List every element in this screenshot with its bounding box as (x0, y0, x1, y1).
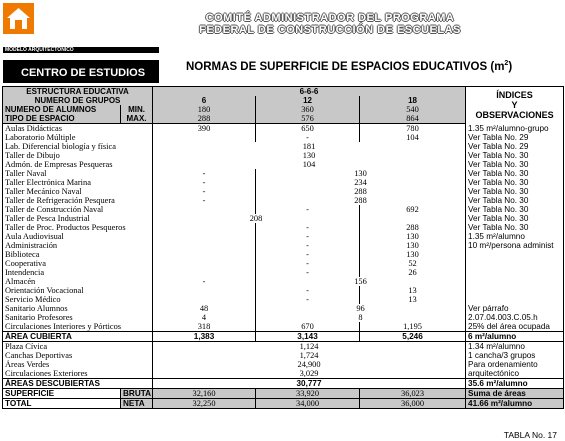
observation: 6 m²/alumno (466, 332, 564, 342)
area-value (153, 232, 256, 241)
space-name: Aula Audiovisual (3, 232, 153, 241)
table-row (3, 268, 564, 277)
table-row (3, 124, 564, 134)
observation: Para ordenamiento (466, 360, 564, 369)
header-line-2: FEDERAL DE CONSTRUCCIÓN DE ESCUELAS (199, 24, 461, 36)
observation: 10 m²/persona administ (466, 241, 564, 250)
table-row (3, 295, 564, 304)
summary-value: 34,000 (256, 399, 360, 409)
area-value (153, 241, 256, 250)
area-value: 234 (256, 178, 466, 187)
observation (466, 286, 564, 295)
space-name: Taller Electrónica Marina (3, 178, 153, 187)
area-value: - (256, 259, 360, 268)
table-row (3, 332, 564, 342)
space-name: Taller Mecánico Naval (3, 187, 153, 196)
space-name: Admón. de Empresas Pesqueras (3, 160, 153, 169)
observation: Ver párrafo (466, 304, 564, 313)
table-row (3, 151, 564, 160)
area-value: 130 (360, 241, 466, 250)
observation: Ver Tabla No. 30 (466, 223, 564, 232)
grupos-value: 18 (360, 96, 466, 105)
area-value: 30,777 (153, 379, 466, 389)
summary-value: 36,023 (360, 389, 466, 399)
table-row (3, 87, 564, 97)
space-name: Áreas Verdes (3, 360, 153, 369)
area-value: - (256, 241, 360, 250)
summary-observation: Suma de áreas (466, 389, 564, 399)
indices-header: ÍNDICES Y OBSERVACIONES (466, 87, 564, 124)
min-label: MIN. (121, 105, 153, 114)
summary-observation: 41.66 m²/alumno (466, 399, 564, 409)
table-row (3, 342, 564, 352)
area-value: 13 (360, 286, 466, 295)
observation (466, 277, 564, 286)
observation (466, 295, 564, 304)
area-value: 780 (360, 124, 466, 134)
page-title: NORMAS DE SUPERFICIE DE ESPACIOS EDUCATIVOS $(m^2)$ (186, 60, 513, 73)
table-row (3, 205, 564, 214)
area-value: 156 (256, 277, 466, 286)
observation (466, 259, 564, 268)
min-value: 180 (153, 105, 256, 114)
table-row (3, 142, 564, 151)
min-value: 360 (256, 105, 360, 114)
area-value: 288 (256, 196, 466, 205)
area-value: 130 (360, 250, 466, 259)
table-row (3, 133, 564, 142)
area-value (153, 259, 256, 268)
summary-label: SUPERFICIE (3, 389, 121, 399)
area-value: - (153, 277, 256, 286)
table-row (3, 178, 564, 187)
area-value: 288 (360, 223, 466, 232)
table-number: TABLA No. 17 (503, 430, 557, 440)
estructura-value: 6-6-6 (153, 87, 466, 97)
space-name: Administración (3, 241, 153, 250)
table-row (3, 196, 564, 205)
area-value: 208 (153, 214, 360, 223)
area-value: 48 (153, 304, 256, 313)
alumnos-label: NUMERO DE ALUMNOS (3, 105, 121, 114)
area-value: 24,900 (153, 360, 466, 369)
grupos-value: 6 (153, 96, 256, 105)
table-row (3, 351, 564, 360)
table-row (3, 169, 564, 178)
area-value: - (153, 187, 256, 196)
observation (466, 250, 564, 259)
table-row (3, 160, 564, 169)
space-name: Aulas Didácticas (3, 124, 153, 134)
table-row (3, 187, 564, 196)
space-name: Intendencia (3, 268, 153, 277)
summary-value: 33,920 (256, 389, 360, 399)
area-value: 26 (360, 268, 466, 277)
space-name: Taller de Dibujo (3, 151, 153, 160)
space-name: Circulaciones Exteriores (3, 369, 153, 379)
area-value: 5,246 (360, 332, 466, 342)
observation: Ver Tabla No. 30 (466, 187, 564, 196)
table-row (3, 369, 564, 379)
space-name: Servicio Médico (3, 295, 153, 304)
area-value: 130 (153, 151, 466, 160)
observation: Ver Tabla No. 30 (466, 160, 564, 169)
area-value: - (256, 232, 360, 241)
space-name: Taller de Construcción Naval (3, 205, 153, 214)
observation: 2.07.04.003.C.05.h (466, 313, 564, 322)
table-row (3, 304, 564, 313)
space-name: Canchas Deportivas (3, 351, 153, 360)
area-value: 1,724 (153, 351, 466, 360)
space-name: Taller de Pesca Industrial (3, 214, 153, 223)
area-value: 1,195 (360, 322, 466, 332)
area-value: 650 (256, 124, 360, 134)
area-value: 130 (360, 232, 466, 241)
space-name: ÁREAS DESCUBIERTAS (3, 379, 153, 389)
space-name: Cooperativa (3, 259, 153, 268)
summary-sub: NETA (121, 399, 153, 409)
table-row (3, 313, 564, 322)
table-row (3, 250, 564, 259)
observation: 1.35 m²/alumno (466, 232, 564, 241)
observation: Ver Tabla No. 30 (466, 151, 564, 160)
observation: Ver Tabla No. 29 (466, 142, 564, 151)
area-value: - (256, 133, 360, 142)
observation: Ver Tabla No. 30 (466, 205, 564, 214)
observation (466, 268, 564, 277)
summary-sub: BRUTA (121, 389, 153, 399)
house-logo-icon (3, 3, 34, 34)
table-row (3, 286, 564, 295)
observation: Ver Tabla No. 30 (466, 214, 564, 223)
min-value: 540 (360, 105, 466, 114)
observation: Ver Tabla No. 30 (466, 196, 564, 205)
header-line-1: COMITÉ ADMINISTRADOR DEL PROGRAMA (205, 12, 455, 24)
space-name: Biblioteca (3, 250, 153, 259)
area-value: 3,029 (153, 369, 466, 379)
space-name: Laboratorio Múltiple (3, 133, 153, 142)
area-value: 52 (360, 259, 466, 268)
model-name: CENTRO DE ESTUDIOS (3, 60, 159, 83)
observation: Ver Tabla No. 30 (466, 169, 564, 178)
area-value: 13 (360, 295, 466, 304)
space-name: ÁREA CUBIERTA (3, 332, 153, 342)
table-row (3, 259, 564, 268)
observation: 1 cancha/3 grupos (466, 351, 564, 360)
max-value: 576 (256, 114, 360, 124)
table-row (3, 399, 564, 409)
observation: 35.6 m²/alumno (466, 379, 564, 389)
table-row (3, 322, 564, 332)
max-value: 864 (360, 114, 466, 124)
table-row (3, 241, 564, 250)
area-value: 181 (153, 142, 466, 151)
table-row (3, 232, 564, 241)
area-value: 4 (153, 313, 256, 322)
area-value: - (256, 286, 360, 295)
summary-label: TOTAL (3, 399, 121, 409)
area-value: 1,124 (153, 342, 466, 352)
summary-value: 32,250 (153, 399, 256, 409)
area-value: 692 (360, 205, 466, 214)
table-row (3, 223, 564, 232)
area-value (153, 295, 256, 304)
observation: Ver Tabla No. 30 (466, 178, 564, 187)
area-value: - (256, 250, 360, 259)
space-name: Orientación Vocacional (3, 286, 153, 295)
space-name: Circulaciones Interiores y Pórticos (3, 322, 153, 332)
summary-value: 36,000 (360, 399, 466, 409)
table-row (3, 389, 564, 399)
estructura-label: ESTRUCTURA EDUCATIVA (3, 87, 153, 97)
space-name: Taller Naval (3, 169, 153, 178)
grupos-value: 12 (256, 96, 360, 105)
table-row (3, 360, 564, 369)
area-value (153, 250, 256, 259)
area-value: 670 (256, 322, 360, 332)
observation: 1.34 m²/alumno (466, 342, 564, 352)
summary-value: 32,160 (153, 389, 256, 399)
area-value (153, 286, 256, 295)
area-value: 390 (153, 124, 256, 134)
table-row (3, 379, 564, 389)
area-value: 130 (256, 169, 466, 178)
space-name: Plaza Cívica (3, 342, 153, 352)
area-value: - (153, 169, 256, 178)
area-value: 104 (360, 133, 466, 142)
table-row (3, 277, 564, 286)
area-value: 104 (153, 160, 466, 169)
surface-norms-table (2, 86, 564, 409)
area-value (153, 205, 256, 214)
grupos-label: NUMERO DE GRUPOS (3, 96, 153, 105)
area-value: 288 (256, 187, 466, 196)
area-value: - (153, 196, 256, 205)
area-value: 8 (256, 313, 466, 322)
space-name: Almacén (3, 277, 153, 286)
area-value: - (256, 205, 360, 214)
max-label: MAX. (121, 114, 153, 124)
tipo-label: TIPO DE ESPACIO (3, 114, 121, 124)
space-name: Taller de Proc. Productos Pesqueros (3, 223, 153, 232)
area-value (153, 133, 256, 142)
area-value: - (256, 295, 360, 304)
space-name: Taller de Refrigeración Pesquera (3, 196, 153, 205)
observation: 1.35 m²/alumno-grupo (466, 124, 564, 134)
area-value: 1,383 (153, 332, 256, 342)
observation: arquitectónico (466, 369, 564, 379)
observation: 25% del área ocupada (466, 322, 564, 332)
area-value: 96 (256, 304, 466, 313)
area-value: - (256, 223, 360, 232)
table-row (3, 214, 564, 223)
area-value (153, 223, 256, 232)
max-value: 288 (153, 114, 256, 124)
space-name: Sanitario Profesores (3, 313, 153, 322)
model-label: MODELO ARQUITECTÓNICO (3, 47, 159, 53)
area-value: - (153, 178, 256, 187)
area-value (360, 214, 466, 223)
space-name: Lab. Diferencial biología y física (3, 142, 153, 151)
area-value: 318 (153, 322, 256, 332)
observation: Ver Tabla No. 29 (466, 133, 564, 142)
space-name: Sanitario Alumnos (3, 304, 153, 313)
area-value: - (256, 268, 360, 277)
area-value (153, 268, 256, 277)
area-value: 3,143 (256, 332, 360, 342)
